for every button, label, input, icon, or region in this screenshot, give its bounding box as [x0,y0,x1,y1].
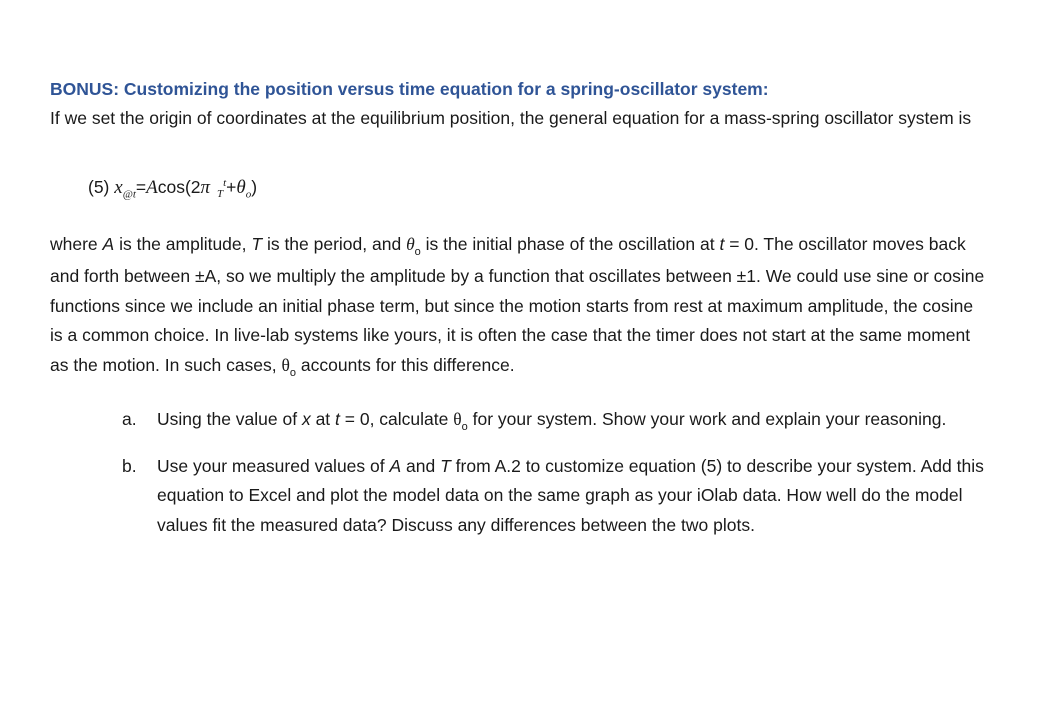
list-marker: a. [122,409,137,429]
item-var-x: x [301,409,311,429]
equation-theta: θ [236,176,246,198]
equation-number: (5) [88,176,110,197]
explanation-paragraph [50,230,990,384]
equation-theta-subscript: o [245,188,252,200]
item-text: and [401,455,441,476]
item-text: for your system. Show your work and explain your reasoning. [467,409,947,429]
list-item-text [157,452,990,541]
equation-close: ) [251,176,258,197]
paragraph-text: accounts for this difference. [296,354,515,375]
paragraph-text: = 0. The oscillator moves back and forth between ±A, so we multiply the amplitude by a function that oscillates between ±1. We could use sine or cosine functions since we include an initial phase term, but since the motion starts from rest at maximum amplitude, the cosine is a common choice. In live-lab systems like yours, it is often the case that the timer does not start at the same moment as the motion. In such cases, [50,233,985,375]
item-var-A: A [389,455,402,476]
paragraph-text: where [50,233,103,254]
intro-paragraph [50,104,990,134]
document-page [50,76,990,540]
equation-plus: + [226,176,237,197]
paragraph-text: is the initial phase of the oscillation at [420,233,720,254]
paragraph-theta: θ [406,233,415,254]
paragraph-var-t: t [719,233,725,254]
item-text: Use your measured values of [157,455,390,476]
paragraph-var-A: A [102,233,115,254]
question-list [50,405,990,540]
equation-x-subscript: @t [122,188,136,200]
equation-x: x [114,176,123,198]
item-text: Using the value of [157,409,302,429]
list-item [50,452,990,541]
list-item [50,405,990,438]
item-theta-subscript: o [461,421,468,433]
equation-frac-numerator: t [223,176,227,189]
paragraph-text: is the amplitude, [114,233,252,254]
equation-5 [88,172,990,202]
item-theta: θ [453,409,462,429]
equation-amplitude: A [146,176,158,198]
paragraph-theta: θ [281,354,290,375]
item-var-T: T [440,455,451,476]
item-text: = 0, calculate [339,409,454,429]
list-item-text [157,405,990,438]
paragraph-var-T: T [251,233,263,254]
paragraph-text: is the period, and [262,233,407,254]
item-text: from A.2 to customize equation (5) to describe your system. Add this equation to Excel and plot the model data on the same graph as your iOlab data. How well do the model values fit the measured data? Discuss any differences between the two plots. [157,455,984,535]
item-var-t: t [335,409,340,429]
paragraph-theta-subscript: o [289,366,297,379]
section-heading: BONUS: Customizing the position versus time equation for a spring-oscillator system: [50,79,769,99]
item-text: at [310,409,336,429]
list-marker-wrap [50,452,157,541]
intro-text: If we set the origin of coordinates at the equilibrium position, the general equation for a mass-spring oscillator system is [50,108,972,128]
equation-pi: π [200,176,211,198]
equation-equals: = [135,176,147,197]
list-marker: b. [122,455,137,476]
list-marker-wrap [50,405,157,438]
equation-frac-denominator: T [216,187,224,200]
paragraph-theta-subscript: o [414,245,421,258]
equation-cos-open: cos(2 [157,176,201,197]
